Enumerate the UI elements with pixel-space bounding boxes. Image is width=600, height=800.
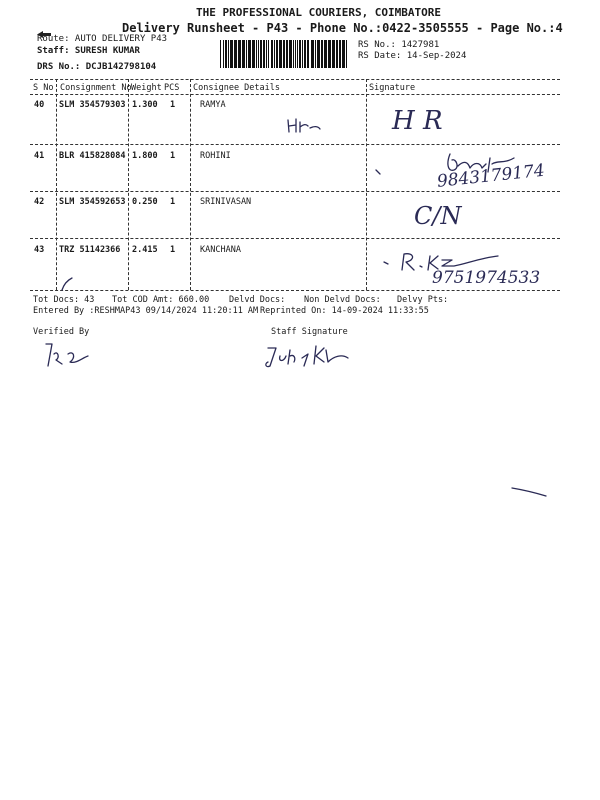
recipient-signature: C/N <box>414 202 462 230</box>
total-docs: Tot Docs: 43 <box>33 295 95 305</box>
recipient-signature: H R <box>392 106 443 136</box>
row-sno: 41 <box>34 151 45 161</box>
entered-by: Entered By :RESHMAP43 09/14/2024 11:20:11 AM <box>33 306 259 316</box>
row-consignee: RAMYA <box>200 100 226 110</box>
row-consignee: SRINIVASAN <box>200 197 252 207</box>
staff: Staff: SURESH KUMAR <box>37 46 140 56</box>
phone-number-handwritten: 9843179174 <box>436 160 546 192</box>
table-header-rule <box>30 94 560 95</box>
verified-by-label: Verified By <box>33 327 90 337</box>
row-consignee: KANCHANA <box>200 245 241 255</box>
delivered-docs: Delvd Docs: <box>229 295 286 305</box>
col-header-weight: Weight <box>131 83 162 93</box>
row-divider <box>30 191 560 192</box>
col-header-sno: S No <box>33 83 54 93</box>
col-header-consignment: Consignment No <box>60 83 132 93</box>
staff-signature <box>262 340 357 370</box>
row-sno: 42 <box>34 197 45 207</box>
arrow-icon <box>37 23 51 30</box>
row-weight: 1.800 <box>132 151 158 161</box>
row-pcs: 1 <box>170 245 176 255</box>
company-name: THE PROFESSIONAL COURIERS, COIMBATORE <box>196 6 442 19</box>
runsheet-title: Delivery Runsheet - P43 - Phone No.:0422-3505555 - Page No.:4 <box>122 21 563 35</box>
staff-signature-label: Staff Signature <box>271 327 348 337</box>
table-bottom-rule <box>30 290 560 291</box>
row-pcs: 1 <box>170 151 176 161</box>
row-consignment: SLM 354579303 <box>59 100 126 110</box>
non-delivered-docs: Non Delvd Docs: <box>304 295 381 305</box>
row-pcs: 1 <box>170 197 176 207</box>
row-consignee: ROHINI <box>200 151 231 161</box>
recipient-signature <box>374 150 524 180</box>
row-sno: 43 <box>34 245 45 255</box>
row-consignment: BLR 415828084 <box>59 151 126 161</box>
drs-number: DRS No.: DCJB142798104 <box>37 62 157 72</box>
row-consignment: TRZ 51142366 <box>59 245 121 255</box>
row-consignment: SLM 354592653 <box>59 197 126 207</box>
total-cod-amount: Tot COD Amt: 660.00 <box>112 295 210 305</box>
recipient-signature <box>380 250 510 275</box>
row-weight: 2.415 <box>132 245 158 255</box>
verifier-signature <box>42 340 92 370</box>
rs-number: RS No.: 1427981 <box>358 40 440 50</box>
column-rule <box>190 79 191 290</box>
column-rule <box>366 79 367 290</box>
initials-mark <box>286 116 326 136</box>
row-pcs: 1 <box>170 100 176 110</box>
col-header-consignee: Consignee Details <box>193 83 280 93</box>
row-weight: 1.300 <box>132 100 158 110</box>
row-divider <box>30 144 560 145</box>
row-weight: 0.250 <box>132 197 158 207</box>
col-header-signature: Signature <box>369 83 416 93</box>
column-rule <box>128 79 129 290</box>
stray-pen-mark <box>510 484 550 498</box>
phone-number-handwritten: 9751974533 <box>432 268 541 288</box>
column-rule <box>56 79 57 290</box>
delivery-points: Delvy Pts: <box>397 295 449 305</box>
rs-date: RS Date: 14-Sep-2024 <box>358 51 467 61</box>
col-header-pcs: PCS <box>164 83 180 93</box>
barcode-icon <box>220 40 350 68</box>
reprinted-on: Reprinted On: 14-09-2024 11:33:55 <box>260 306 429 316</box>
row-divider <box>30 238 560 239</box>
pen-mark <box>60 274 80 294</box>
route: Route: AUTO DELIVERY P43 <box>37 34 168 44</box>
table-top-rule <box>30 79 560 80</box>
row-sno: 40 <box>34 100 45 110</box>
